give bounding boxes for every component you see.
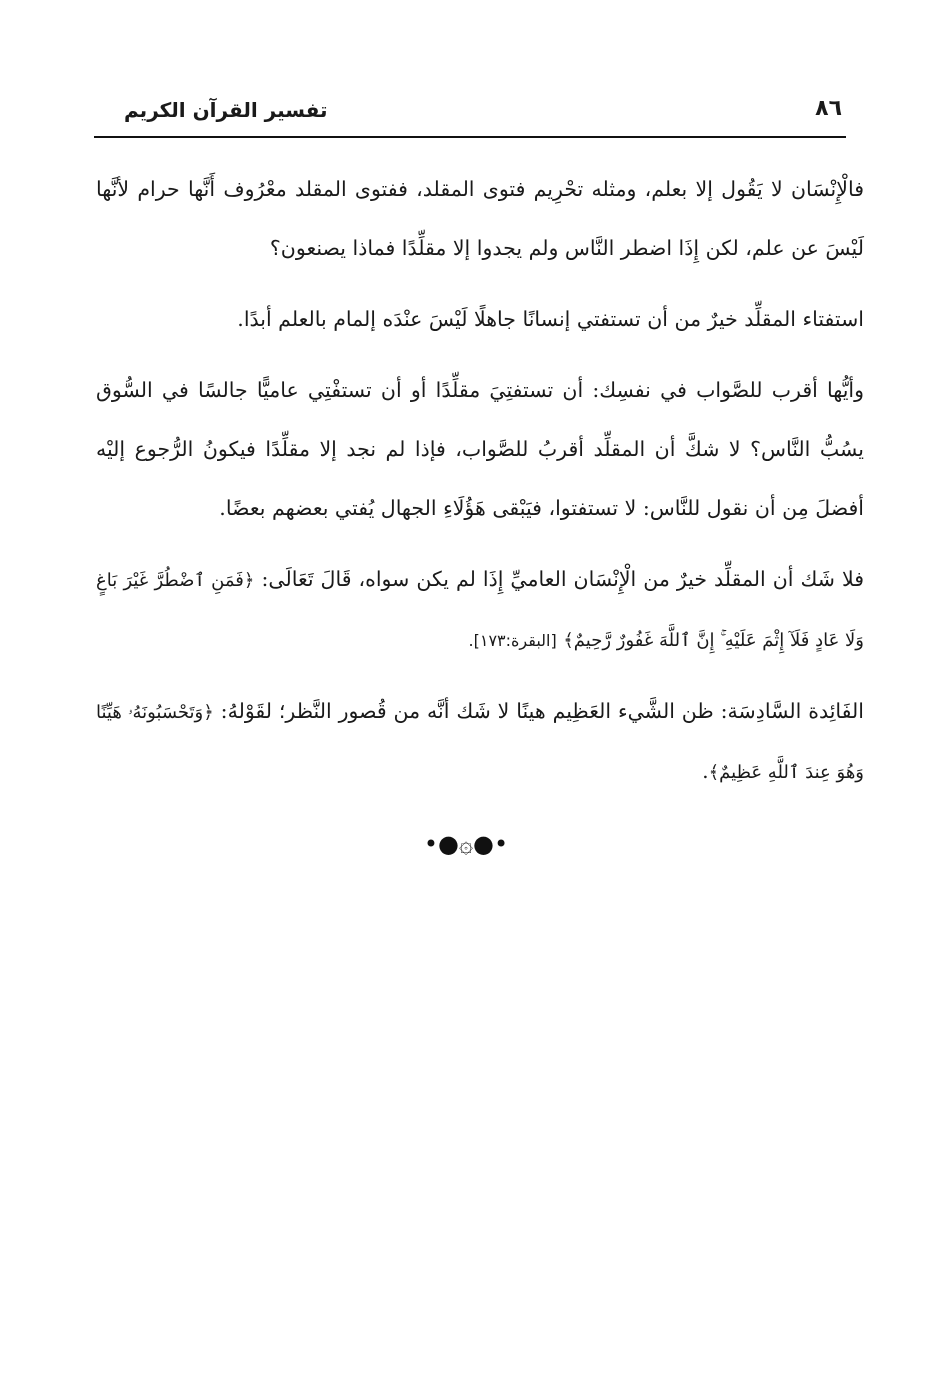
verse-citation: [البقرة:١٧٣].	[468, 631, 557, 650]
header-divider	[94, 136, 846, 138]
running-title: تفسير القرآن الكريم	[124, 98, 328, 122]
page-header	[94, 96, 846, 132]
section-ornament: •●۞●•	[423, 830, 509, 858]
paragraph-text: استفتاء المقلِّد خيرٌ من أن تستفتي إنسانًا جاهلًا لَيْسَ عنْدَه إلمام بالعلم أبدًا.	[237, 307, 864, 331]
paragraph-text: فلا شَك أن المقلِّد خيرٌ من الْإِنْسَان العاميِّ إِذَا لم يكن سواه، قَالَ تَعَالَى:	[261, 567, 864, 591]
paragraph-text: ظن الشَّيء العَظِيم هينًا لا شَك أنَّه من قُصور النَّظر؛ لقَوْلهُ:	[220, 699, 714, 723]
quran-verse: ﴿فَمَنِ ٱضْطُرَّ غَيْرَ بَاغٍ وَلَا عَادٍ فَلَآ إِثْمَ عَلَيْهِ ۚ إِنَّ ٱللَّهَ غَفُورٌ رَّحِيمٌ﴾	[96, 570, 864, 651]
paragraph	[96, 361, 864, 538]
paragraph	[96, 682, 864, 802]
page-body	[96, 160, 864, 802]
page-number: ٨٦	[815, 96, 842, 121]
quran-verse: ﴿وَتَحْسَبُونَهُۥ هَيِّنًا وَهُوَ عِندَ ٱللَّهِ عَظِيمٌ﴾	[96, 702, 864, 783]
benefit-heading: الفَائِدة السَّادِسَة:	[720, 699, 864, 723]
paragraph-text: وأيُّها أقرب للصَّواب في نفسِك: أن تستفتِيَ مقلِّدًا أو أن تستفْتِي عاميًّا جالسًا في السُّوق يسُبُّ النَّاس؟ لا شكَّ أن المقلِّد أقربُ للصَّواب، فإذا لم نجد إلا مقلِّدًا فيكونُ الرُّجوع إليْه أفضلَ مِن أن نقول للنَّاس: لا تستفتوا، فيَبْقى هَؤُلَاءِ الجهال يُفتي بعضهم بعضًا.	[96, 378, 864, 520]
paragraph-text: فالْإِنْسَان لا يَقُول إلا بعلم، ومثله تحْرِيم فتوى المقلد، ففتوى المقلد معْرُوف أَنَّها حرام لأنَّها لَيْسَ عن علم، لكن إِذَا اضطر النَّاس ولم يجدوا إلا مقلِّدًا فماذا يصنعون؟	[96, 177, 864, 260]
paragraph	[96, 550, 864, 670]
verse-end: .	[702, 759, 709, 783]
paragraph	[96, 160, 864, 278]
paragraph	[96, 290, 864, 349]
